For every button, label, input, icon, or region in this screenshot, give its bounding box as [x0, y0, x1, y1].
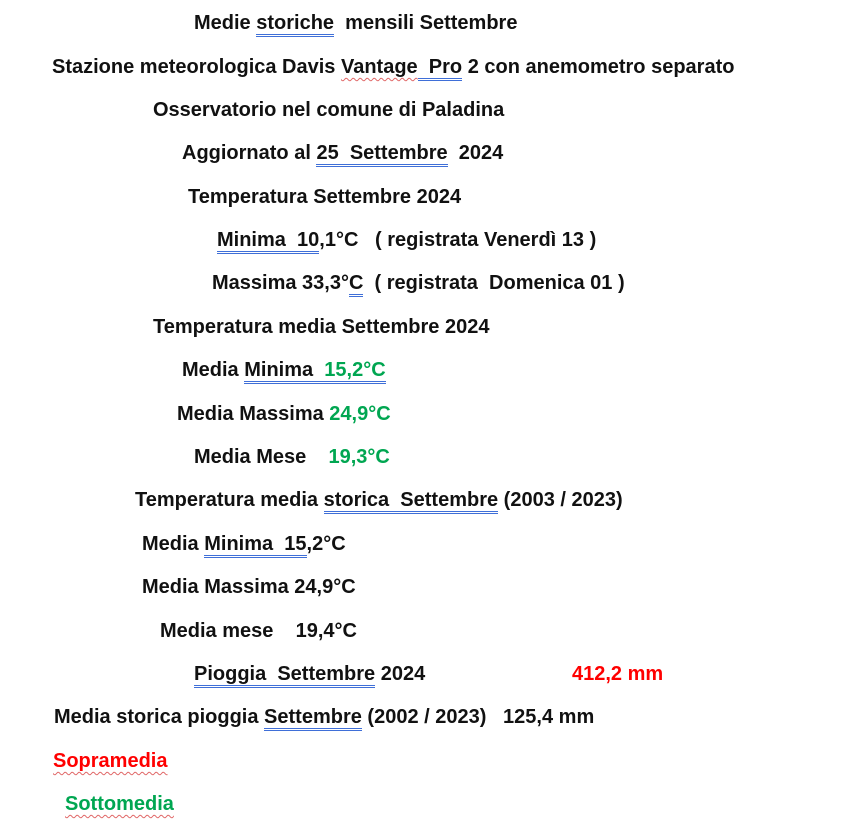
station-text: Pro — [418, 56, 462, 81]
month-temp-heading — [188, 185, 461, 209]
label-text: Media Massima — [177, 403, 330, 425]
title-text: Medie — [194, 12, 257, 34]
label-text: Minima 15 — [204, 533, 306, 558]
heading-text: Temperatura media Settembre 2024 — [153, 316, 490, 338]
rain-month-value: 412,2 mm — [572, 663, 664, 685]
min-text: ,1°C ( registrata Venerdì 13 ) — [319, 229, 597, 251]
month-max-line — [212, 271, 625, 295]
historic-heading — [135, 488, 623, 512]
updated-text: 25 Settembre — [316, 142, 447, 167]
value-text: 15,2°C — [313, 359, 385, 384]
label-text: Minima — [244, 359, 313, 384]
rain-month-line — [194, 662, 425, 686]
updated-text: 2024 — [447, 142, 504, 164]
month-avg-max-line — [177, 402, 391, 426]
month-avg-heading — [153, 315, 489, 339]
max-text: C — [349, 272, 363, 297]
heading-text: (2003 / 2023) — [498, 489, 623, 511]
label-text: Media mese 19,4°C — [160, 620, 357, 642]
value-text: ,2°C — [306, 533, 346, 555]
min-text: Minima 10 — [217, 229, 319, 254]
legend-text: Sottomedia — [65, 793, 174, 815]
label-text: Media — [142, 533, 205, 555]
legend-below-average — [65, 792, 174, 816]
station-text: 2 con anemometro separato — [462, 56, 735, 78]
month-avg-month-line — [194, 445, 390, 469]
historic-month-line — [160, 619, 357, 643]
max-text: ( — [363, 272, 382, 294]
legend-text: Sopramedia — [53, 750, 168, 772]
rain-label: 2024 — [375, 663, 426, 685]
historic-min-line — [142, 532, 346, 556]
updated-line — [182, 141, 503, 165]
station-line — [52, 55, 734, 79]
station-text: Vantage — [340, 56, 418, 78]
rain-label: Media storica pioggia — [54, 706, 265, 728]
value-text: 24,9°C — [329, 403, 391, 425]
rain-historic-line — [54, 705, 594, 729]
label-text: Media Massima 24,9°C — [142, 576, 356, 598]
value-text: 19,3°C — [328, 446, 390, 468]
month-min-line — [217, 228, 596, 252]
observatory-text: Osservatorio nel comune di Paladina — [153, 99, 505, 121]
heading-text: Temperatura Settembre 2024 — [188, 186, 462, 208]
max-text: Massima 33,3° — [212, 272, 349, 294]
heading-text: Temperatura media — [135, 489, 324, 511]
rain-label: Settembre — [264, 706, 362, 731]
label-text: Media — [182, 359, 245, 381]
title-text: mensili Settembre — [334, 12, 518, 34]
max-text: registrata Domenica 01 ) — [381, 272, 625, 294]
document-title — [194, 11, 517, 35]
title-text: storiche — [256, 12, 334, 37]
historic-max-line — [142, 575, 356, 599]
station-text: Stazione meteorologica Davis — [52, 56, 341, 78]
label-text: Media Mese — [194, 446, 329, 468]
month-avg-min-line — [182, 358, 386, 382]
observatory-line — [153, 98, 504, 122]
updated-text: Aggiornato al — [182, 142, 317, 164]
rain-label: Pioggia Settembre — [194, 663, 375, 688]
rain-label: (2002 / 2023) 125,4 mm — [361, 706, 595, 728]
legend-above-average — [53, 749, 167, 773]
heading-text: storica Settembre — [324, 489, 499, 514]
